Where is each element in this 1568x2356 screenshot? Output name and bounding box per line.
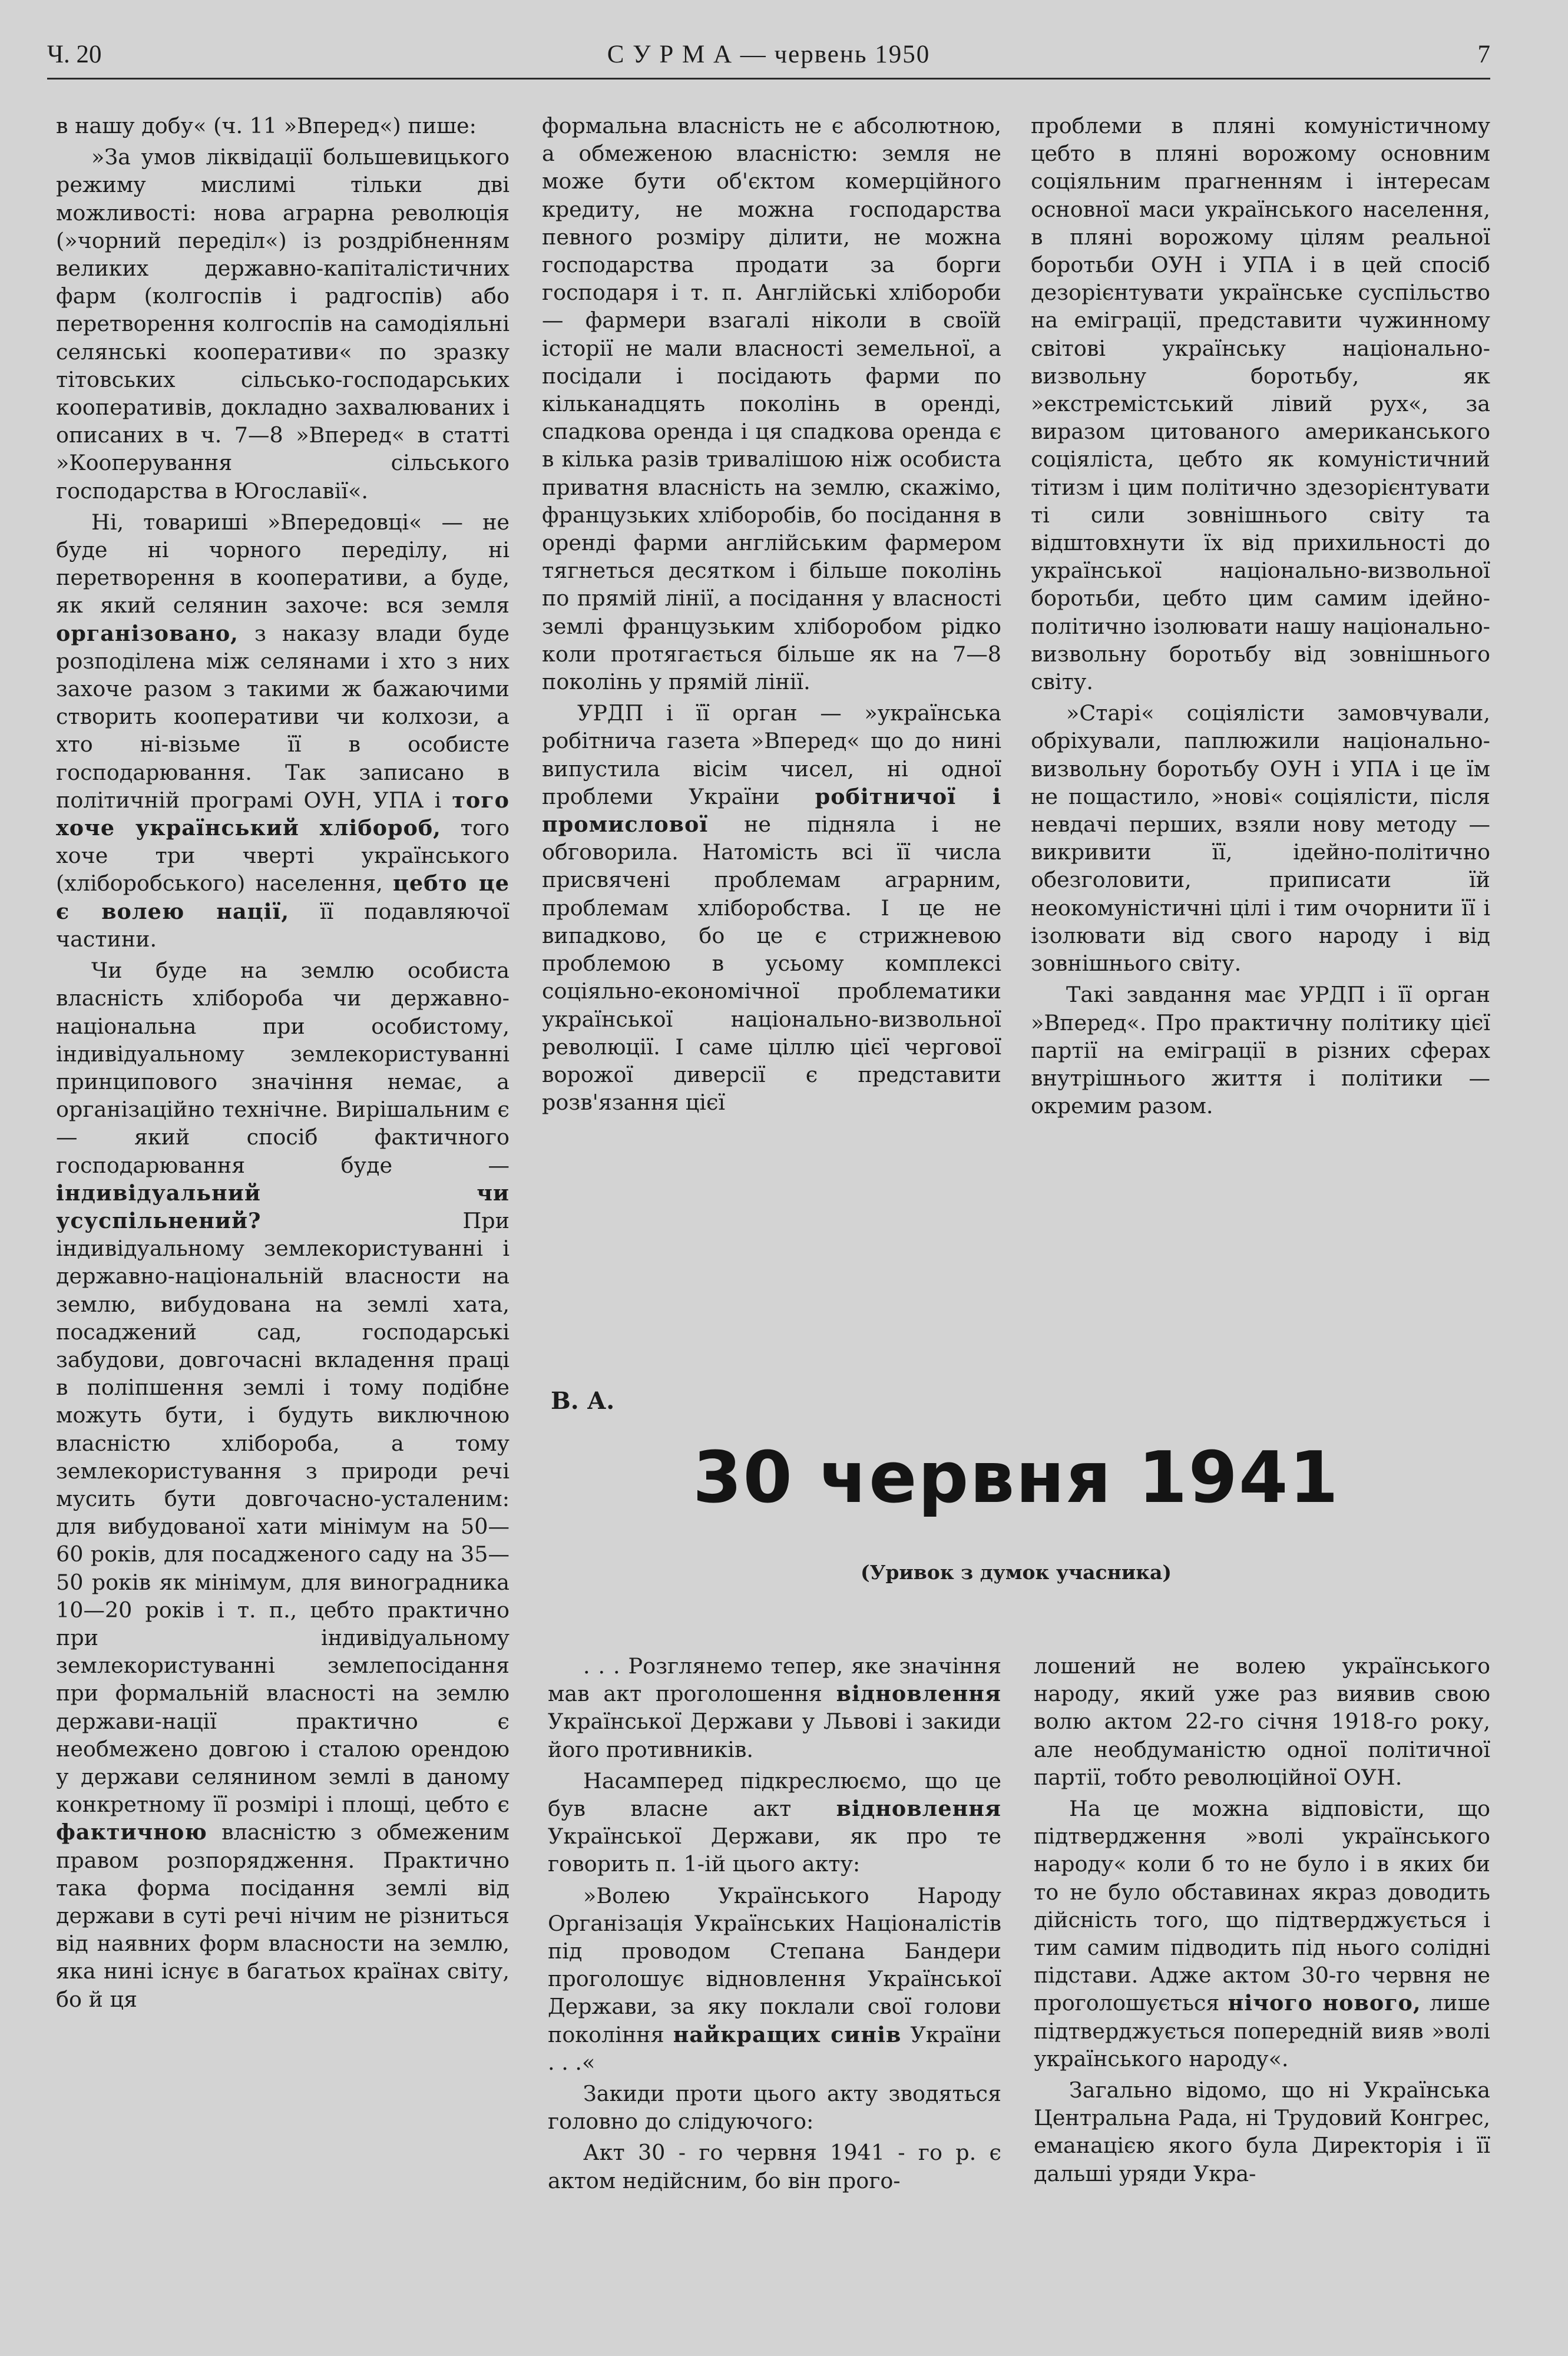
emphasis: відновлення [836, 1681, 1001, 1707]
emphasis: фактичною [56, 1819, 207, 1845]
emphasis: нічого нового, [1228, 1990, 1421, 2016]
paragraph: Насамперед підкреслюємо, що це був власне акт відновлення Української Держави, як про те говорить п. 1-ій цього акту: [548, 1768, 1001, 1877]
column-5 [1034, 1652, 1490, 2341]
quote-paragraph: »Волею Українського Народу Організація Українських Націоналістів під проводом Степана Бандери проголошує відновлення Української Держави, за яку поклали свої голови покоління найкращих синів України . . .« [548, 1882, 1001, 2075]
paragraph: Акт 30 - го червня 1941 - го р. є актом недійсним, бо він прого- [548, 2140, 1001, 2193]
emphasis: індивідуальний чи усуспільнений? [56, 1180, 510, 1233]
paragraph: Чи буде на землю особиста власність хлібороба чи державно-національна при особистому, індивідуальному землекористуванні принципового значіння немає, а організаційно технічне. Вирішальним є — який спосіб фактичного господарювання буде — індивідуальний чи усуспільнений? При індивідуальному землекористуванні і державно-національній власности на землю, вибудована на землі хата, посаджений сад, господарські забудови, довгочасні вкладення праці в поліпшення землі і тому подібне можуть бути, і будуть виключною власністю хлібороба, а тому землекористування з природи речі мусить бути довгочасно-усталеним: для вибудованої хати мінімум на 50—60 років, для посадженого саду на 35—50 років як мінімум, для виноградника 10—20 років і т. п., цебто практично при індивідуальному землекористуванні землепосідання при формальній власності на землю держави-нації практично є необмежено довгою і сталою орендою у держави селянином землі в даному конкретному її розмірі і площі, цебто є фактичною власністю з обмеженим правом розпорядження. Практично така форма посідання землі від держави в суті речі нічим не різниться від наявних форм власности на землю, яка нині існує в багатьох країнах світу, бо й ця [56, 958, 510, 2012]
article-author: В. А. [551, 1387, 615, 1415]
emphasis: цебто це є волею нації, [56, 871, 510, 924]
article-title: 30 червня 1941 [692, 1437, 1340, 1519]
column-4 [548, 1652, 1001, 2341]
column-2 [542, 112, 1001, 1313]
paragraph: Такі завдання має УРДП і її орган »Вперед«. Про практичну політику цієї партії на еміграції в різних сферах внутрішнього життя і політики — окремим разом. [1031, 982, 1490, 1119]
paragraph: Загально відомо, що ні Українська Центральна Рада, ні Трудовий Конгрес, еманацією якого була Директорія і її дальші уряди Укра- [1034, 2077, 1490, 2186]
emphasis: відновлення [836, 1796, 1001, 1822]
paragraph: проблеми в пляні комуністичному цебто в пляні ворожому основним соціяльним прагненням і інтересам основної маси українського населення, в пляні ворожому цілям реальної боротьби ОУН і УПА і в цей спосіб дезорієнтувати українське суспільство на еміграції, представити чужинному світові українську національно-визвольну боротьбу, як »екстремістський лівий рух«, за виразом цитованого американського соціяліста, цебто як комуністичний тітизм і цим політично здезорієнтувати ті сили зовнішнього світу та відштовхнути їх від прихильності до української національно-визвольної боротьби, цебто цим самим ідейно-політично ізолювати нашу національно-визвольну боротьбу від зовнішнього світу. [1031, 113, 1490, 695]
paragraph: На це можна відповісти, що підтвердження »волі українського народу« коли б то не було і в яких би то не було обставинах якраз доводить дійсність того, що підтверджується і тим самим підводить під нього солідні підстави. Адже актом 30-го червня не проголошується нічого нового, лише підтверджується попередній вияв »волі українського народу«. [1034, 1796, 1490, 2072]
page-header [47, 35, 1490, 77]
quote-paragraph: »За умов ліквідації большевицького режиму мислимі тільки дві можливості: нова аграрна революція (»чорний переділ«) із роздрібненням великих державно-капіталістичних фарм (колгоспів і радгоспів) або перетворення колгоспів на самодіяльні селянські кооперативи« по зразку тітовських сільсько-господарських кооперативів, докладно захвалюваних і описаних в ч. 7—8 »Вперед« в статті »Кооперування сільського господарства в Югославії«. [56, 144, 510, 504]
paragraph: УРДП і її орган — »українська робітнича газета »Вперед« що до нині випустила вісім чисел, ні одної проблеми України робітничої і промислової не підняла і не обговорила. Натомість всі її числа присвячені проблемам аграрним, проблемам хліборобства. І це не випадково, бо це є стрижневою проблемою в усьому комплексі соціяльно-економічної проблематики української національно-визвольної революції. І саме ціллю цієї чергової ворожої диверсії є представити розв'язання цієї [542, 700, 1001, 1116]
running-title: С У Р М А — червень 1950 [607, 41, 931, 68]
page-number: 7 [1477, 41, 1490, 68]
paragraph: »Старі« соціялісти замовчували, обріхували, паплюжили національно-визвольну боротьбу ОУН і УПА і це їм не пощастило, »нові« соціялісти, після невдачі перших, взяли нову методу — викривити її, ідейно-політично обезголовити, приписати їй неокомуністичні цілі і тим очорнити її і ізолювати від свого народу і від зовнішнього світу. [1031, 700, 1490, 977]
paragraph: Закиди проти цього акту зводяться головно до слідуючого: [548, 2081, 1001, 2135]
paragraph: лошений не волею українського народу, який уже раз виявив свою волю актом 22-го січня 1918-го року, але необдуманістю одної політичної партії, тобто революційної ОУН. [1034, 1653, 1490, 1790]
emphasis: робітничої і промислової [542, 783, 1001, 838]
article-subtitle: (Уривок з думок учасника) [860, 1561, 1172, 1584]
paragraph: в нашу добу« (ч. 11 »Вперед«) пише: [56, 113, 477, 138]
paragraph: . . . Розглянемо тепер, яке значіння мав акт проголошення відновлення Української Держави у Львові і закиди його противників. [548, 1653, 1001, 1762]
paragraph: формальна власність не є абсолютною, а обмеженою власністю: земля не може бути об'єктом комерційного кредиту, не можна господарства певного розміру ділити, не можна господарства продати за борги господаря і т. п. Англійські хлібороби — фармери взагалі ніколи в своїй історії не мали власності земельної, а посідали і посідають фарми по кільканадцять поколінь в оренді, спадкова оренда і ця спадкова оренда є в кілька разів тривалішою ніж особиста приватня власність на землю, скажімо, французьких хліборобів, бо посідання в оренді фарми англійським фармером тягнеться десятком і більше поколінь по прямій лінії, а посідання у власності землі французьким хліборобом рідко коли протягається більше як на 7—8 поколінь у прямій лінії. [542, 113, 1001, 695]
paragraph: Ні, товариші »Впередовці« — не буде ні чорного переділу, ні перетворення в кооперативи, а буде, як який селянин захоче: вся земля організовано, з наказу влади буде розподілена між селянами і хто з них захоче разом з такими ж бажаючими створить кооперативи чи колхози, а хто ні-візьме її в особисте господарювання. Так записано в політичній програмі ОУН, УПА і того хоче український хлібороб, того хоче три чверті українського (хліборобського) населення, цебто це є волею нації, її подавляючої частини. [56, 509, 510, 952]
emphasis: найкращих синів [673, 2021, 902, 2047]
column-1 [56, 112, 510, 2338]
header-rule [47, 78, 1490, 80]
column-3 [1031, 112, 1490, 1313]
emphasis: того хоче український хлібороб, [56, 787, 510, 841]
emphasis: організовано, [56, 620, 239, 646]
issue-number: Ч. 20 [47, 41, 102, 68]
